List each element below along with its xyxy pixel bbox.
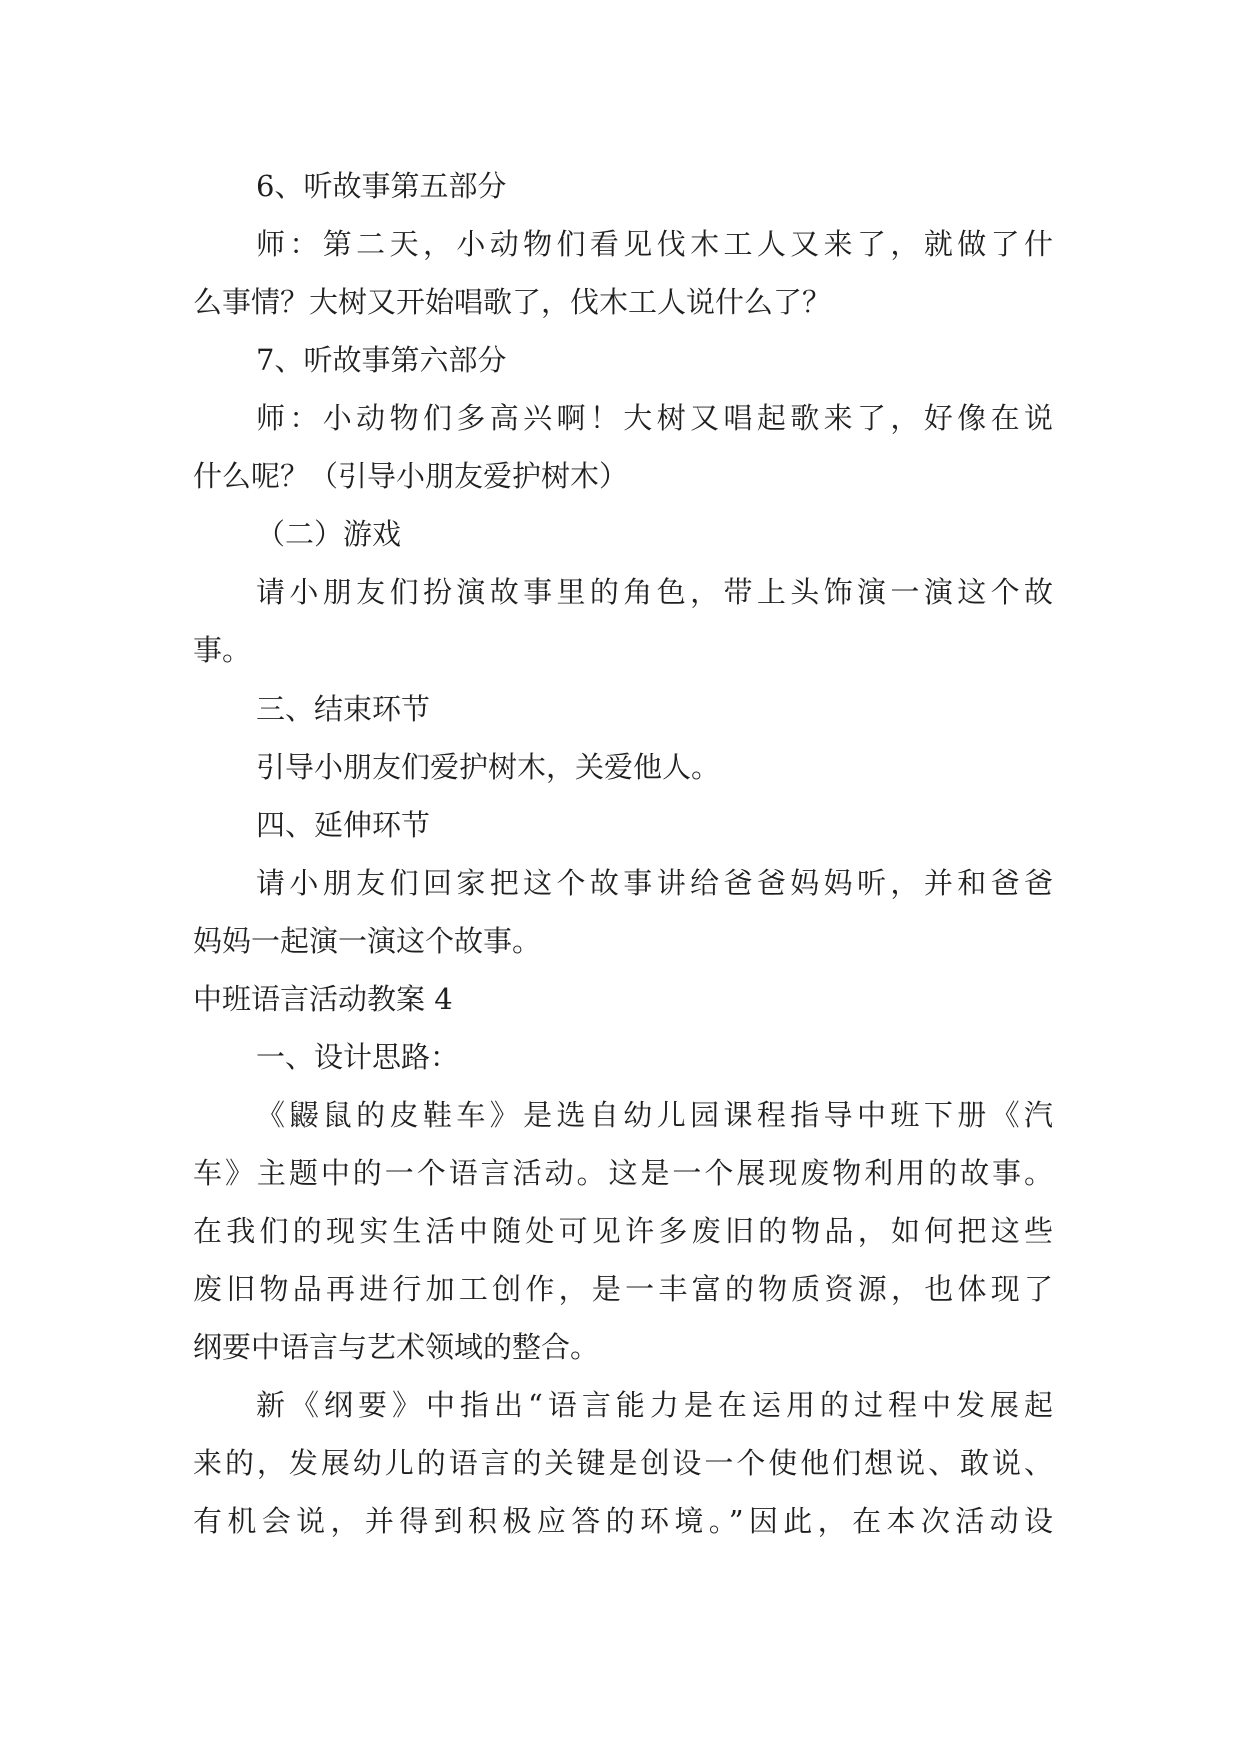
paragraph-line: 请小朋友们扮演故事里的角色，带上头饰演一演这个故 <box>256 575 1053 609</box>
paragraph-line: 么事情？大树又开始唱歌了，伐木工人说什么了？ <box>193 285 832 319</box>
paragraph-line: 车》主题中的一个语言活动。这是一个展现废物利用的故事。 <box>193 1156 1053 1190</box>
lesson-plan-title: 中班语言活动教案 4 <box>193 982 453 1016</box>
paragraph-line: 《鼹鼠的皮鞋车》是选自幼儿园课程指导中班下册《汽 <box>256 1098 1053 1132</box>
paragraph-line: 请小朋友们回家把这个故事讲给爸爸妈妈听，并和爸爸 <box>256 866 1053 900</box>
paragraph-line: 有机会说，并得到积极应答的环境。”因此，在本次活动设 <box>193 1504 1053 1538</box>
section-heading-game: （二）游戏 <box>256 517 402 551</box>
section-heading-listen-part-5: 6、听故事第五部分 <box>256 169 507 203</box>
paragraph-line: 新《纲要》中指出“语言能力是在运用的过程中发展起 <box>256 1388 1053 1422</box>
paragraph-line: 来的，发展幼儿的语言的关键是创设一个使他们想说、敢说、 <box>193 1446 1053 1480</box>
paragraph-line: 废旧物品再进行加工创作，是一丰富的物质资源，也体现了 <box>193 1272 1053 1306</box>
section-heading-extension: 四、延伸环节 <box>256 808 431 842</box>
section-heading-design-idea: 一、设计思路： <box>256 1040 460 1074</box>
paragraph-line: 师：第二天，小动物们看见伐木工人又来了，就做了什 <box>256 227 1053 261</box>
paragraph-line: 事。 <box>193 633 252 667</box>
section-heading-listen-part-6: 7、听故事第六部分 <box>256 343 507 377</box>
paragraph-line: 在我们的现实生活中随处可见许多废旧的物品，如何把这些 <box>193 1214 1053 1248</box>
paragraph-line: 纲要中语言与艺术领域的整合。 <box>193 1330 600 1364</box>
section-heading-ending: 三、结束环节 <box>256 692 431 726</box>
paragraph-line: 什么呢？（引导小朋友爱护树木） <box>193 459 629 493</box>
paragraph-line: 师：小动物们多高兴啊！大树又唱起歌来了，好像在说 <box>256 401 1053 435</box>
paragraph-line: 引导小朋友们爱护树木，关爱他人。 <box>256 750 721 784</box>
paragraph-line: 妈妈一起演一演这个故事。 <box>193 924 542 958</box>
